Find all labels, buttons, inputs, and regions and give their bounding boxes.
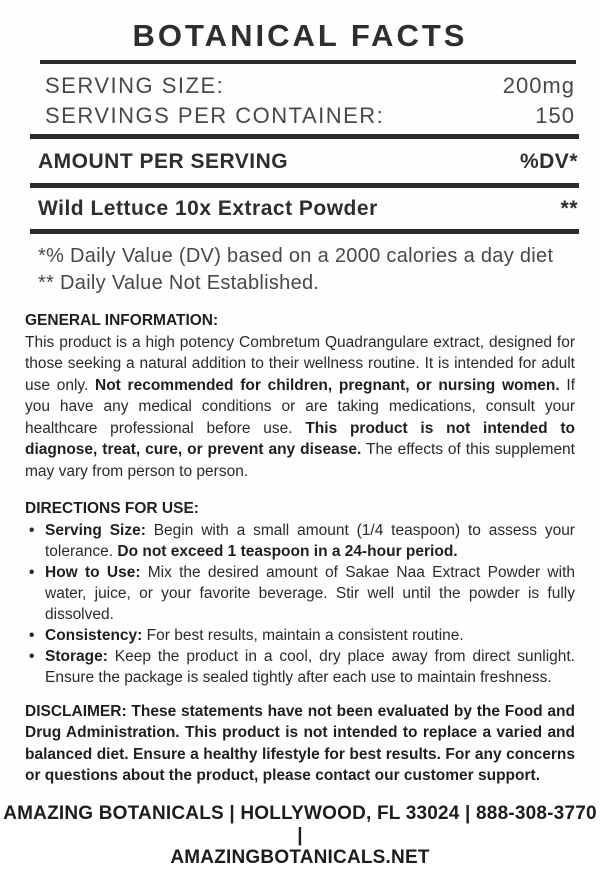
bullet-icon: • [29,647,35,665]
bullet-icon: • [29,521,35,539]
disclaimer-paragraph: DISCLAIMER: These statements have not been evaluated by the Food and Drug Administration. This product is not intended to replace a varied and balanced diet. Ensure a healthy lifestyle for best results. For any concerns or questions about the product, please contact our customer support. [25,702,575,784]
general-information-paragraph: This product is a high potency Combretum Quadrangulare extract, designed for those seeking a natural addition to their wellness routine. It is intended for adult use only. Not recommended for children, pregnant, or nursing women. If you have any medical conditions or are taking medications, consult your healthcare professional before use. This product is not intended to diagnose, treat, cure, or prevent any disease. The effects of this supplement may vary from person to person. [25,333,575,480]
serving-info-rows [0,71,600,131]
footer-contact [0,803,600,869]
directions-heading: DIRECTIONS FOR USE: [25,500,199,517]
directions-item-text: Serving Size: Begin with a small amount (1/4 teaspoon) to assess your tolerance. Do not exceed 1 teaspoon in a 24-hour period. [45,521,575,560]
bullet-icon: • [29,563,35,581]
serving-size-value: 200mg [502,73,575,98]
serving-size-label: SERVING SIZE: [45,73,225,98]
servings-per-container-row [0,101,600,131]
servings-per-container-label: SERVINGS PER CONTAINER: [45,103,385,128]
amount-per-serving-row [0,148,600,176]
footer-line-1: AMAZING BOTANICALS | HOLLYWOOD, FL 33024 | 888-308-3770 | [3,802,597,846]
directions-item-storage [25,646,575,688]
label-title: BOTANICAL FACTS [132,18,468,53]
divider-above-ingredient [30,183,579,188]
footnote-daily-value: *% Daily Value (DV) based on a 2000 calories a day diet [38,245,554,267]
general-information-heading: GENERAL INFORMATION: [25,312,219,329]
dv-column-header: %DV* [519,150,578,173]
directions-item-text: Storage: Keep the product in a cool, dry place away from direct sunlight. Ensure the package is sealed tightly after each use to maintain freshness. [45,647,575,686]
footnote-not-established: ** Daily Value Not Established. [38,272,320,294]
disclaimer-section [25,701,575,787]
directions-section [25,498,575,688]
directions-item-consistency [25,625,575,646]
ingredient-name: Wild Lettuce 10x Extract Powder [38,197,378,220]
footnotes [0,243,600,297]
divider-below-ingredient [30,229,579,234]
directions-list [25,520,575,688]
directions-item-how-to-use [25,562,575,625]
divider-above-amount-per-serving [30,134,579,139]
servings-per-container-value: 150 [535,103,575,128]
directions-item-text: Consistency: For best results, maintain a consistent routine. [45,626,464,644]
divider-under-title [40,60,576,64]
amount-per-serving-label: AMOUNT PER SERVING [38,150,289,173]
ingredient-row [0,195,600,223]
footer-line-2: AMAZINGBOTANICALS.NET [170,846,430,868]
directions-item-text: How to Use: Mix the desired amount of Sakae Naa Extract Powder with water, juice, or your favorite beverage. Stir well until the powder is fully dissolved. [45,563,575,623]
serving-size-row [0,71,600,101]
bullet-icon: • [29,626,35,644]
general-information-section [25,310,575,482]
directions-item-serving-size [25,520,575,562]
ingredient-dv-value: ** [560,197,578,220]
